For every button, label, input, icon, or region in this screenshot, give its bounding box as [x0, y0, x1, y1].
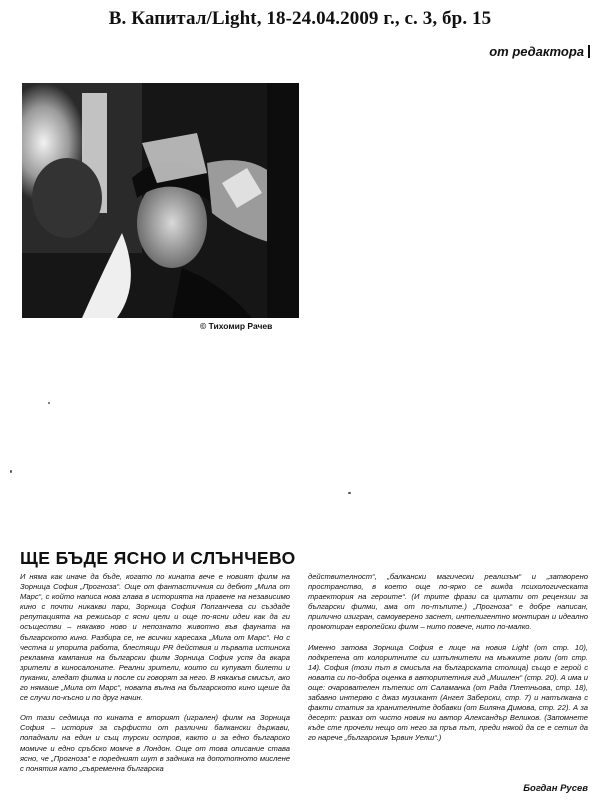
- paragraph: действителност“, „балкански магически реализъм“ и „затворено пространство, в което още по-ярко се вижда психологическата траектория на героите“. (И трите фрази са цитати от рецензии за български филми, ама от по-тъпите.) „Прогноза“ е добре написан, прилично изигран, самоуверено заснет, интелигентно монтиран и идеално промотиран европейски филм – нито повече, нито по-малко.: [308, 572, 588, 632]
- scan-artifact: [48, 402, 50, 404]
- section-rubric: [489, 44, 590, 59]
- article-headline: ЩЕ БЪДЕ ЯСНО И СЛЪНЧЕВО: [20, 548, 296, 568]
- article-column-right: [308, 572, 588, 754]
- paragraph: Именно затова Зорница София е лице на новия Light (от стр. 10), подкрепена от колоритните си изпълнители на мъжките роли (от стр. 14). София (този път в смисъла на българската столица) също е герой с новата си по-добра оценка в авторитетния гид „Мишлен“ (стр. 20). А има и още: очарователен пътепис от Саламанка (от Рада Плетньова, стр. 18), забавно интервю с джаз музикант (Ангел Заберски, стр. 7) и натъпкана с факти статия за хранителните добавки (от Биляна Димова, стр. 22). А за десерт: разказ от чисто новия ни автор Александър Великов. (Запомнете къде сте прочели нещо от него за пръв път, преди някой да се е сетил да го нарече „българския Ървин Уелш“.): [308, 642, 588, 743]
- newspaper-header: В. Капитал/Light, 18-24.04.2009 г., с. 3, бр. 15: [108, 8, 492, 29]
- scan-artifact: [348, 492, 351, 494]
- paragraph: От тази седмица по кината е вторият (игрален) филм на Зорница София – история за сърфисти от различни балкански държави, попаднали на един и същ турски остров, както и за едно българско момиче и едно сръбско момче в Лондон. Още от това описание става ясно, че „Прогноза“ е поредният шут в задника на допотопното мислене с понятия като „съвременна българска: [20, 713, 290, 773]
- photo-credit: © Тихомир Рачев: [200, 321, 273, 331]
- rubric-label: от редактора: [489, 44, 584, 59]
- rubric-divider: [588, 45, 590, 58]
- author-signature: Богдан Русев: [523, 783, 588, 794]
- paragraph: И няма как иначе да бъде, когато по кината вече е новият филм на Зорница София „Прогноза“. Още от фантастичния си дебют „Мила от Марс“, с който написа нова глава в историята на правене на независимо кино с почти никакви пари, Зорница София Попганчева си създаде репутацията на режисьор с ясни цели и още по-ясни идеи как да ги осъществи – някакво ново и непознато животно във фауната на българското кино. Разбира се, не всички харесаха „Мила от Марс“. Но с честна и упорита работа, блестящи PR действия и първата истинска рекламна кампания на български филм Зорница София успя да вкара зрители в киносалоните. Реални зрители, които си купуват билети и пуканки, гледат филма и после си говорят за него. В някакъв смисъл, ако го нямаше „Мила от Марс“, новата вълна на българското кино щеше да се случи по-късно и по друг начин.: [20, 572, 290, 703]
- article-photo: [22, 83, 299, 318]
- scan-artifact: [10, 470, 12, 473]
- article-column-left: [20, 572, 290, 784]
